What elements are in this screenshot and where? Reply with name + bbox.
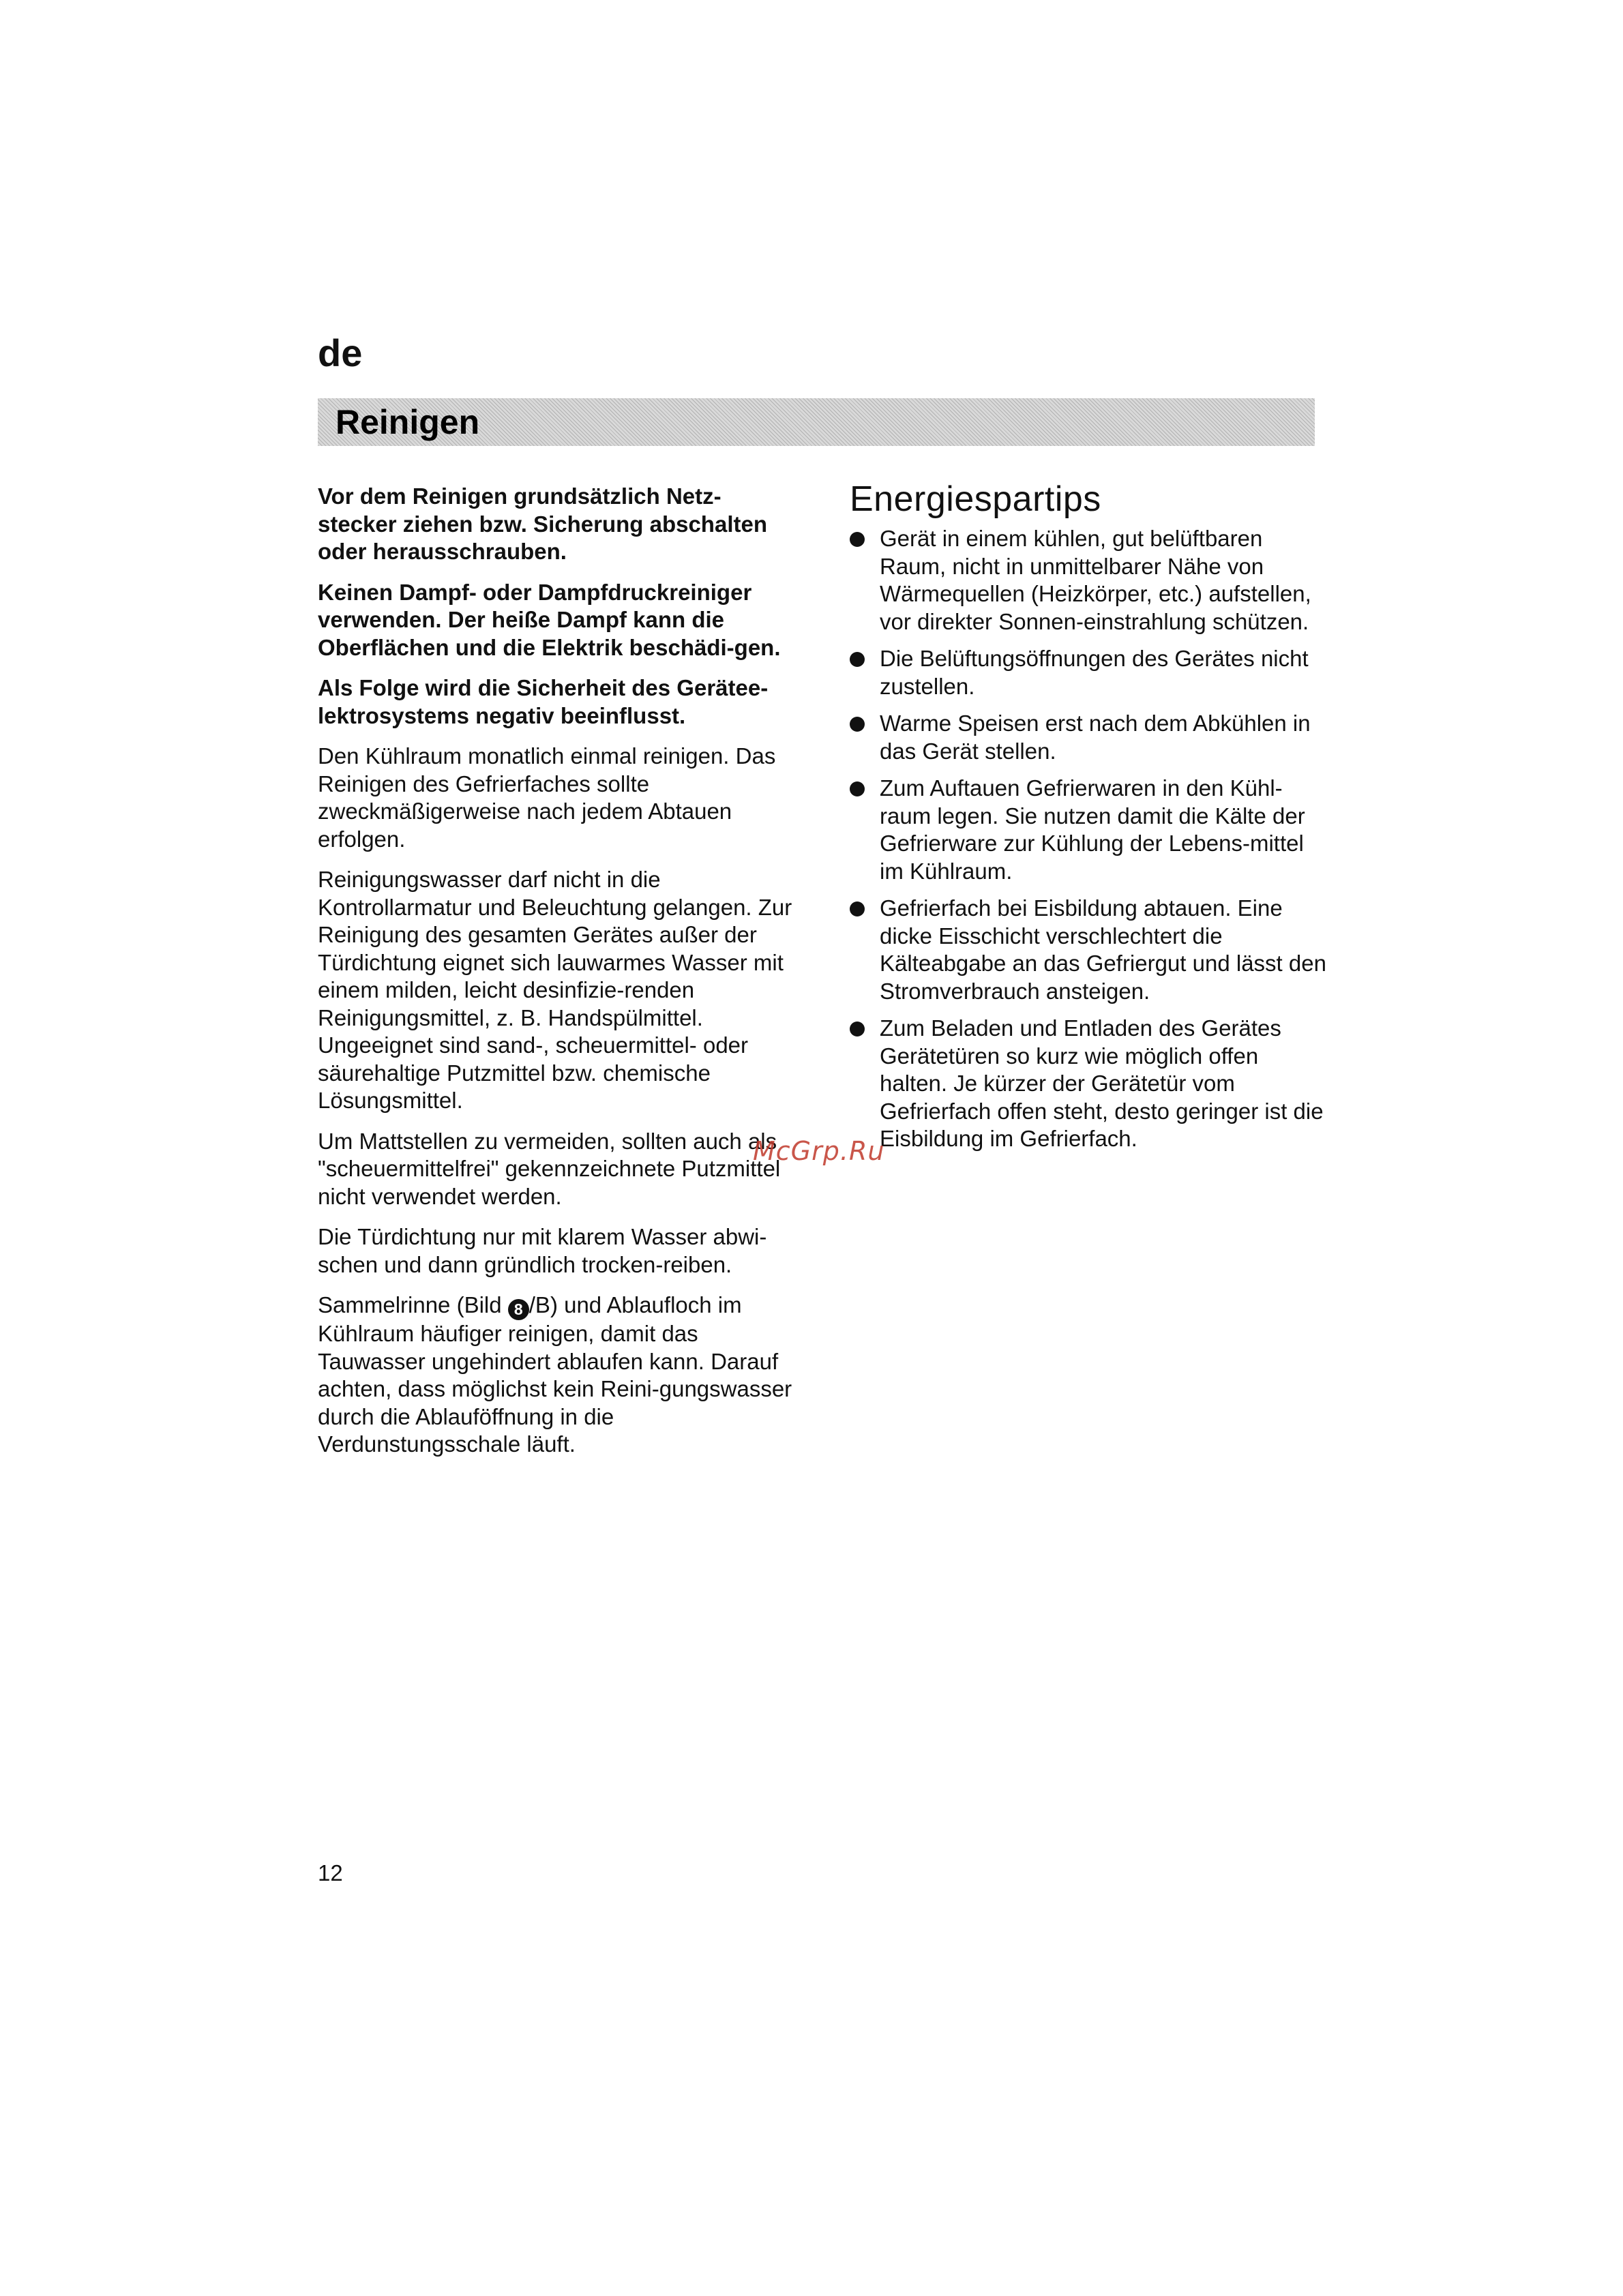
list-item (850, 710, 1327, 765)
tip-text: Gefrierfach bei Eisbildung abtauen. Eine dicke Eisschicht verschlechtert die Kälteabgabe an das Gefriergut und lässt den Stromverbrauch ansteigen. (880, 895, 1326, 1004)
warning-steam: Keinen Dampf- oder Dampfdruckreiniger verwenden. Der heiße Dampf kann die Oberflächen und die Elektrik beschädi-gen. (318, 579, 781, 660)
drain-text-before: Sammelrinne (Bild (318, 1292, 508, 1317)
bullet-icon (850, 717, 865, 732)
list-item (850, 1015, 1327, 1153)
paragraph-door-seal: Die Türdichtung nur mit klarem Wasser abwi-schen und dann gründlich trocken-reiben. (318, 1224, 767, 1277)
list-item (850, 525, 1327, 636)
tip-text: Zum Auftauen Gefrierwaren in den Kühl-raum legen. Sie nutzen damit die Kälte der Gefrierware zur Kühlung der Lebens-mittel im Kühlraum. (880, 775, 1305, 884)
tip-text: Die Belüftungsöffnungen des Gerätes nicht zustellen. (880, 646, 1309, 699)
tip-text: Gerät in einem kühlen, gut belüftbaren Raum, nicht in unmittelbarer Nähe von Wärmequellen (Heizkörper, etc.) aufstellen, vor direkter Sonnen-einstrahlung schützen. (880, 526, 1311, 634)
language-code: de (318, 331, 363, 374)
drain-text-after: /B) und Ablaufloch im Kühlraum häufiger reinigen, damit das Tauwasser ungehindert ablaufen kann. Darauf achten, dass möglichst kein Reini-gungswasser durch die Ablauföffnung in die Verdunstungsschale läuft. (318, 1292, 792, 1457)
list-item (850, 895, 1327, 1005)
watermark: McGrp.Ru (753, 1136, 885, 1166)
bullet-icon (850, 781, 865, 796)
warning-unplug: Vor dem Reinigen grundsätzlich Netz-stecker ziehen bzw. Sicherung abschalten oder herausschrauben. (318, 483, 767, 564)
figure-reference-icon: 8 (508, 1299, 529, 1320)
energy-tips-list (850, 525, 1327, 1153)
warning-safety: Als Folge wird die Sicherheit des Gerätee-lektrosystems negativ beeinflusst. (318, 675, 769, 728)
list-item (850, 645, 1327, 700)
bullet-icon (850, 652, 865, 667)
section-header-bar (318, 398, 1315, 446)
cleaning-column (318, 483, 795, 1472)
tip-text: Warme Speisen erst nach dem Abkühlen in das Gerät stellen. (880, 711, 1311, 764)
paragraph-drain (318, 1292, 795, 1459)
energy-tips-title: Energiespartips (850, 479, 1101, 519)
section-title: Reinigen (336, 403, 480, 441)
bullet-icon (850, 1022, 865, 1037)
paragraph-cleaning-water: Reinigungswasser darf nicht in die Kontrollarmatur und Beleuchtung gelangen. Zur Reinigung des gesamten Gerätes außer der Türdichtung eignet sich lauwarmes Wasser mit einem milden, leicht desinfizie-renden Reinigungsmittel, z. B. Handspülmittel. Ungeeignet sind sand-, scheuermittel- oder säurehaltige Putzmittel bzw. chemische Lösungsmittel. (318, 867, 792, 1113)
paragraph-matte-spots: Um Mattstellen zu vermeiden, sollten auch als "scheuermittelfrei" gekennzeichnete Putzmittel nicht verwendet werden. (318, 1128, 781, 1209)
bullet-icon (850, 532, 865, 547)
page-number: 12 (318, 1860, 343, 1885)
energy-column (850, 477, 1327, 1163)
bullet-icon (850, 901, 865, 916)
tip-text: Zum Beladen und Entladen des Gerätes Gerätetüren so kurz wie möglich offen halten. Je kürzer der Gerätetür vom Gefrierfach offen steht, desto geringer ist die Eisbildung im Gefrierfach. (880, 1015, 1324, 1151)
paragraph-monthly-cleaning: Den Kühlraum monatlich einmal reinigen. Das Reinigen des Gefrierfaches sollte zweckmäßigerweise nach jedem Abtauen erfolgen. (318, 743, 776, 852)
list-item (850, 775, 1327, 885)
